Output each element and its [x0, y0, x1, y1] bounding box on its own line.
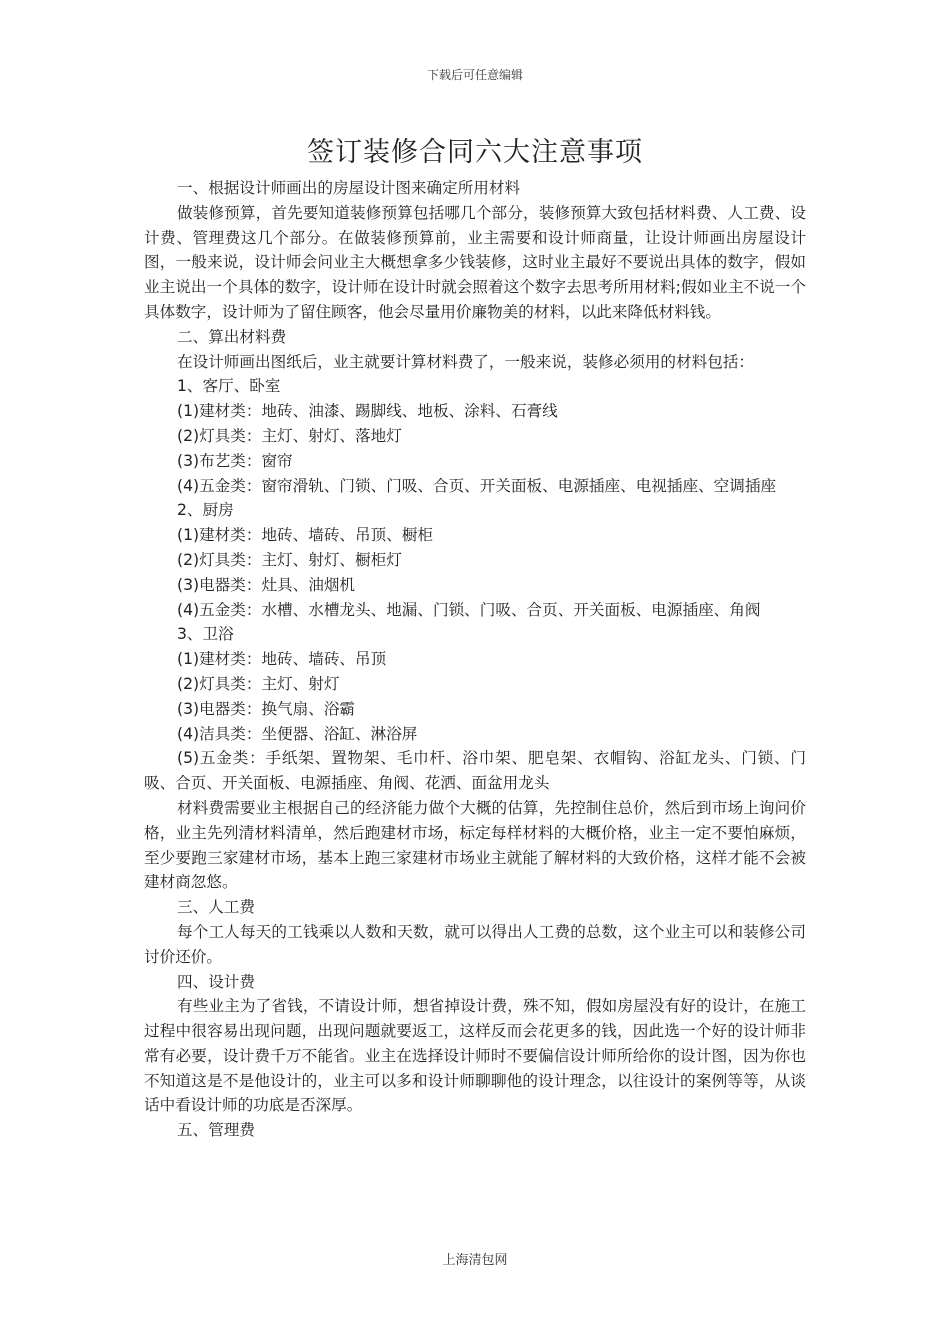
document-body — [144, 176, 806, 1143]
paragraph-material-estimate: 材料费需要业主根据自己的经济能力做个大概的估算，先控制住总价，然后到市场上询问价格，业主先列清材料清单，然后跑建材市场，标定每样材料的大概价格，业主一定不要怕麻烦，至少要跑三家建材市场，基本上跑三家建材市场业主就能了解材料的大致价格，这样才能不会被建材商忽悠。 — [144, 798, 806, 892]
heading-management-fee: 五、管理费 — [177, 1121, 255, 1140]
list-item: (1)建材类：地砖、墙砖、吊顶 — [177, 650, 387, 669]
list-item: (3)电器类：灶具、油烟机 — [177, 575, 356, 594]
list-item: (1)建材类：地砖、油漆、踢脚线、地板、涂料、石膏线 — [177, 402, 558, 421]
list-item: (3)电器类：换气扇、浴霸 — [177, 699, 356, 718]
heading-material-cost: 二、算出材料费 — [177, 327, 287, 346]
heading-design-fee: 四、设计费 — [177, 972, 255, 991]
list-item: (1)建材类：地砖、墙砖、吊顶、橱柜 — [177, 526, 433, 545]
page-header: 下载后可任意编辑 — [426, 68, 523, 82]
paragraph-material-intro: 在设计师画出图纸后，业主就要计算材料费了，一般来说，装修必须用的材料包括： — [177, 352, 754, 371]
paragraph-budget-intro: 做装修预算，首先要知道装修预算包括哪几个部分，装修预算大致包括材料费、人工费、设计费、管理费这几个部分。在做装修预算前，业主需要和设计师商量，让设计师画出房屋设计图，一般来说，设计师会问业主大概想拿多少钱装修，这时业主最好不要说出具体的数字，假如业主说出一个具体的数字，设计师在设计时就会照着这个数字去思考所用材料;假如业主不说一个具体数字，设计师为了留住顾客，他会尽量用价廉物美的材料，以此来降低材料钱。 — [144, 203, 806, 321]
heading-labor-cost: 三、人工费 — [177, 898, 255, 917]
list-item: (4)五金类：窗帘滑轨、门锁、门吸、合页、开关面板、电源插座、电视插座、空调插座 — [177, 476, 777, 495]
list-item: (4)五金类：水槽、水槽龙头、地漏、门锁、门吸、合页、开关面板、电源插座、角阀 — [177, 600, 761, 619]
paragraph-design-fee: 有些业主为了省钱，不请设计师，想省掉设计费，殊不知，假如房屋没有好的设计，在施工过程中很容易出现问题，出现问题就要返工，这样反而会花更多的钱，因此选一个好的设计师非常有必要，设计费千万不能省。业主在选择设计师时不要偏信设计师所给你的设计图，因为你也不知道这是不是他设计的，业主可以多和设计师聊聊他的设计理念，以往设计的案例等等，从谈话中看设计师的功底是否深厚。 — [144, 997, 806, 1115]
list-item: (3)布艺类：窗帘 — [177, 451, 293, 470]
list-item: (2)灯具类：主灯、射灯、落地灯 — [177, 426, 402, 445]
subheading-living-bedroom: 1、客厅、卧室 — [177, 377, 281, 396]
list-item: (2)灯具类：主灯、射灯 — [177, 674, 340, 693]
subheading-kitchen: 2、厨房 — [177, 501, 234, 520]
list-item: (4)洁具类：坐便器、浴缸、淋浴屏 — [177, 724, 418, 743]
heading-materials: 一、根据设计师画出的房屋设计图来确定所用材料 — [177, 179, 521, 197]
list-item: (2)灯具类：主灯、射灯、橱柜灯 — [177, 550, 402, 569]
document-title: 签订装修合同六大注意事项 — [307, 137, 643, 168]
paragraph-labor-cost: 每个工人每天的工钱乘以人数和天数，就可以得出人工费的总数，这个业主可以和装修公司讨价还价。 — [144, 922, 806, 966]
subheading-bathroom: 3、卫浴 — [177, 625, 234, 644]
list-item: (5)五金类：手纸架、置物架、毛巾杆、浴巾架、肥皂架、衣帽钩、浴缸龙头、门锁、门吸、合页、开关面板、电源插座、角阀、花洒、面盆用龙头 — [144, 749, 806, 793]
page-footer: 上海清包网 — [442, 1253, 508, 1268]
